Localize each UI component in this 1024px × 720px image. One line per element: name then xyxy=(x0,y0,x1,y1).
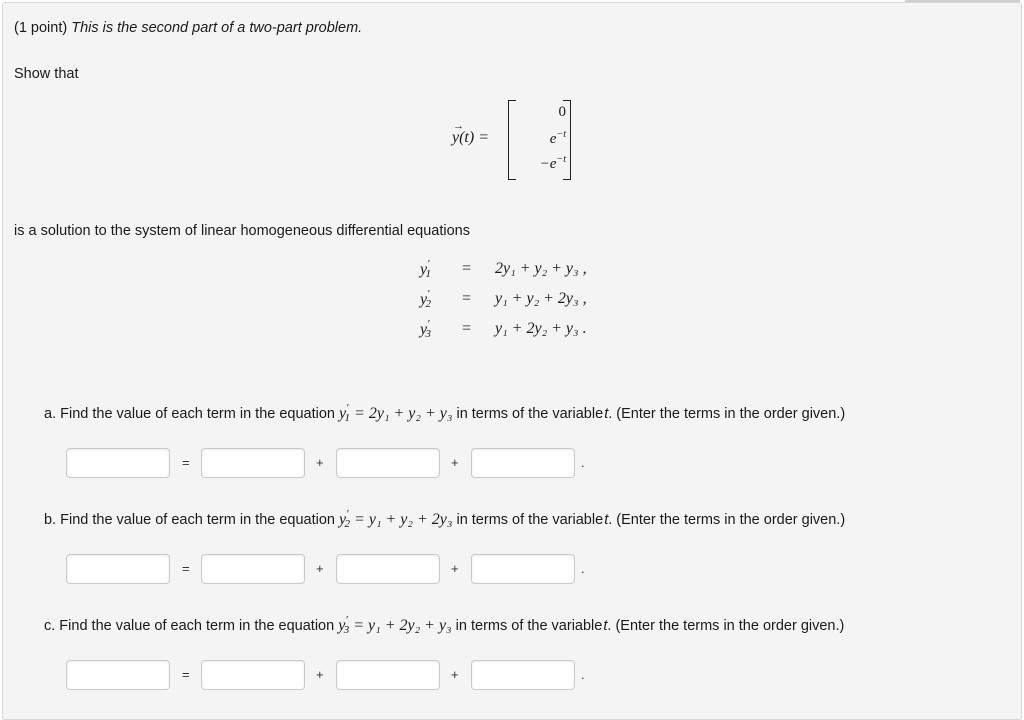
part-c-answer-1[interactable] xyxy=(66,660,170,690)
part-b-equals-sign: = xyxy=(182,561,190,576)
part-c-suffix2: . (Enter the terms in the order given.) xyxy=(607,618,845,634)
solution-text: is a solution to the system of linear homogeneous differential equations xyxy=(14,223,470,239)
eq1-lhs-var: y xyxy=(420,261,428,278)
entry-3-exponent: −t xyxy=(556,154,566,165)
part-a-answer-4[interactable] xyxy=(471,448,575,478)
part-b-answer-3[interactable] xyxy=(336,554,440,584)
part-a-suffix2: . (Enter the terms in the order given.) xyxy=(608,406,846,422)
show-that-text: Show that xyxy=(14,66,79,82)
part-c-answer-2[interactable] xyxy=(201,660,305,690)
vector-entry-2 xyxy=(514,129,566,148)
part-c-equals-sign: = xyxy=(182,667,190,682)
part-a-answer-3[interactable] xyxy=(336,448,440,478)
vector-lhs-text: y(t) = xyxy=(452,129,489,146)
part-b-eq-rhs: = y₁ + y₂ + 2y₃ xyxy=(354,511,453,528)
part-a-lhs-sub: 1 xyxy=(344,412,351,424)
part-a-equation: $y'_1 = 2y_1 + y_2 + y_3$ xyxy=(339,402,453,424)
part-b-lhs-sub: 2 xyxy=(344,518,351,530)
eq3-lhs-sub: 3 xyxy=(425,328,432,340)
part-c-plus-sign-2: + xyxy=(451,667,459,682)
part-c-prefix: c. Find the value of each term in the equation xyxy=(44,618,335,634)
part-b-plus-sign-1: + xyxy=(316,561,324,576)
part-c-answer-3[interactable] xyxy=(336,660,440,690)
entry-1-text: 0 xyxy=(558,104,566,120)
system-eq-2-equals: = xyxy=(462,290,472,307)
system-eq-3-equals: = xyxy=(462,320,472,337)
part-c-variable: t xyxy=(603,618,608,634)
part-b-variable: t xyxy=(604,512,609,528)
part-b-prefix: b. Find the value of each term in the equation xyxy=(44,512,335,528)
system-eq-3-rhs: y₁ + 2y₂ + y₃ . xyxy=(495,320,587,337)
part-c-period: . xyxy=(581,667,585,682)
part-a-equals-sign: = xyxy=(182,455,190,470)
eq2-lhs-sub: 2 xyxy=(425,298,432,310)
part-b-question xyxy=(44,508,845,530)
part-b-suffix: in terms of the variable xyxy=(456,512,604,528)
part-c-eq-rhs: = y₁ + 2y₂ + y₃ xyxy=(353,617,452,634)
part-a-plus-sign-2: + xyxy=(451,455,459,470)
part-c-question xyxy=(44,614,844,636)
points-label: (1 point) xyxy=(14,20,68,36)
part-b-answer-1[interactable] xyxy=(66,554,170,584)
system-eq-3-lhs: $y'_3$ xyxy=(420,318,432,340)
entry-2-base: e xyxy=(549,131,557,147)
part-b-suffix2: . (Enter the terms in the order given.) xyxy=(608,512,846,528)
system-eq-1-equals: = xyxy=(462,260,472,277)
part-c-lhs-sub: 3 xyxy=(343,624,350,636)
part-b-plus-sign-2: + xyxy=(451,561,459,576)
vector-entry-3 xyxy=(514,154,566,173)
intro-text: This is the second part of a two-part problem. xyxy=(71,20,363,36)
system-eq-2-lhs: $y'_2$ xyxy=(420,288,432,310)
problem-header xyxy=(14,19,362,37)
part-b-equation: $y'_2 = y_1 + y_2 + 2y_3$ xyxy=(339,508,453,530)
part-a-period: . xyxy=(581,455,585,470)
part-a-eq-rhs: = 2y₁ + y₂ + y₃ xyxy=(354,405,453,422)
part-b-period: . xyxy=(581,561,585,576)
part-b-answer-4[interactable] xyxy=(471,554,575,584)
vector-lhs xyxy=(452,120,489,147)
vector-y-symbol xyxy=(452,120,489,146)
part-b-answer-2[interactable] xyxy=(201,554,305,584)
system-eq-2-rhs: y₁ + y₂ + 2y₃ , xyxy=(495,290,587,307)
part-a-suffix: in terms of the variable xyxy=(456,406,604,422)
part-a-plus-sign-1: + xyxy=(316,455,324,470)
part-a-prefix: a. Find the value of each term in the equation xyxy=(44,406,335,422)
part-c-plus-sign-1: + xyxy=(316,667,324,682)
eq2-lhs-var: y xyxy=(420,291,428,308)
part-a-question xyxy=(44,402,845,424)
system-eq-1-rhs: 2y₁ + y₂ + y₃ , xyxy=(495,260,587,277)
part-c-answer-4[interactable] xyxy=(471,660,575,690)
system-eq-1-lhs: $y'_1$ xyxy=(420,258,432,280)
eq3-lhs-var: y xyxy=(420,321,428,338)
part-a-answer-2[interactable] xyxy=(201,448,305,478)
scrollbar-top-edge xyxy=(905,0,1020,2)
part-c-suffix: in terms of the variable xyxy=(455,618,603,634)
vector-arrow-icon: → xyxy=(453,120,464,132)
entry-3-base: −e xyxy=(539,156,557,172)
eq1-lhs-sub: 1 xyxy=(425,268,432,280)
part-a-variable: t xyxy=(604,406,609,422)
entry-2-exponent: −t xyxy=(556,129,566,140)
part-c-equation: $y'_3 = y_1 + 2y_2 + y_3$ xyxy=(338,614,452,636)
part-a-answer-1[interactable] xyxy=(66,448,170,478)
vector-entry-1 xyxy=(514,104,566,121)
